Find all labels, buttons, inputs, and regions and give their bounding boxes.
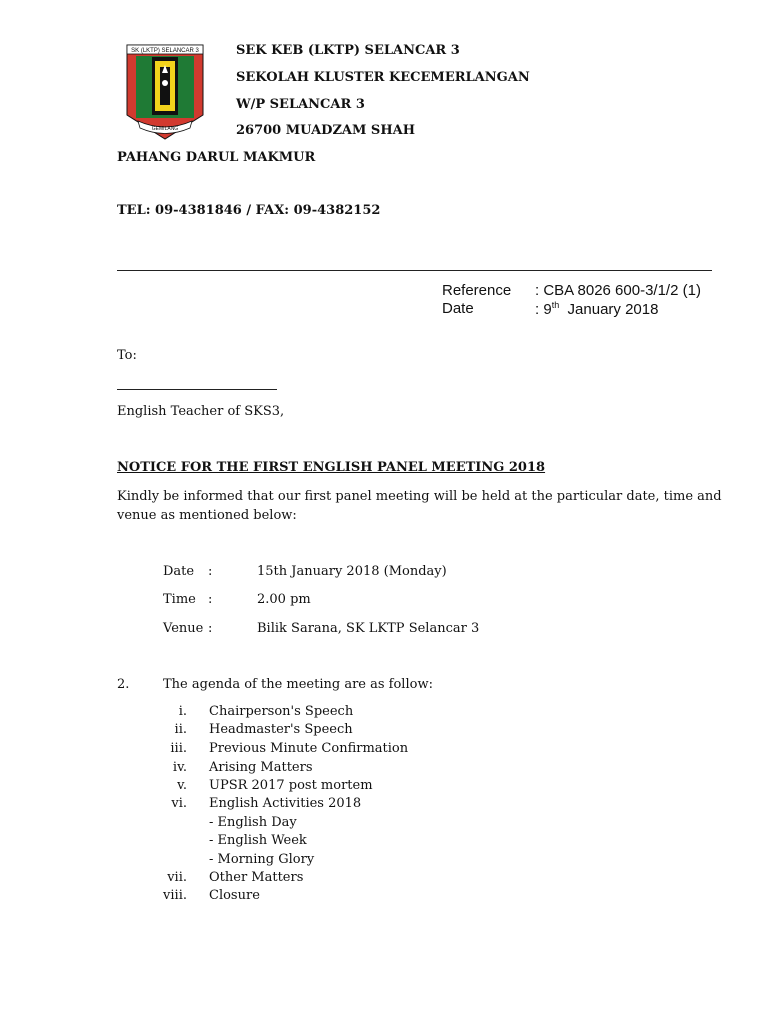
detail-label: Venue [163,621,204,636]
agenda-item-number: viii. [163,888,187,903]
date-label: Date [442,300,474,317]
date-value [535,300,658,318]
agenda-item-text: Chairperson's Speech [209,704,354,719]
agenda-item-text: Previous Minute Confirmation [209,741,409,756]
detail-value: 15th January 2018 (Monday) [257,564,447,579]
reference-label: Reference [442,282,512,299]
to-label: To: [117,348,137,363]
school-address-2: 26700 MUADZAM SHAH [236,123,415,138]
school-crest-logo [124,43,206,141]
date-month-year: January 2018 [559,301,659,318]
agenda-item-number: vii. [167,870,187,885]
detail-colon: : [208,621,213,636]
date-suffix: th [551,300,560,310]
recipient-name: English Teacher of SKS3, [117,404,285,419]
logo-text-bottom: GEMILANG [151,126,179,132]
detail-colon: : [208,564,213,579]
school-contact: TEL: 09-4381846 / FAX: 09-4382152 [117,203,381,218]
logo-text-top: SK (LKTP) SELANCAR 3 [131,48,199,54]
agenda-number: 2. [117,677,130,692]
agenda-item-text: Headmaster's Speech [209,722,353,737]
agenda-subitem-text: - English Day [209,815,297,830]
agenda-item-text: Other Matters [209,870,304,885]
agenda-item-number: i. [178,704,187,719]
agenda-subitem-text: - English Week [209,833,307,848]
notice-title: NOTICE FOR THE FIRST ENGLISH PANEL MEETING 2018 [117,460,546,475]
detail-label: Date [163,564,195,579]
school-cluster: SEKOLAH KLUSTER KECEMERLANGAN [236,70,530,85]
agenda-item-number: v. [177,778,187,793]
date-day: : 9 [535,301,552,318]
agenda-subitem-text: - Morning Glory [209,852,315,867]
agenda-item-text: UPSR 2017 post mortem [209,778,373,793]
recipient-blank-line [117,389,277,390]
agenda-item-text: Closure [209,888,260,903]
intro-line-2: venue as mentioned below: [117,508,297,523]
header-divider [117,270,712,271]
school-name: SEK KEB (LKTP) SELANCAR 3 [236,43,460,58]
detail-colon: : [208,592,213,607]
detail-value: Bilik Sarana, SK LKTP Selancar 3 [257,621,480,636]
agenda-item-text: English Activities 2018 [209,796,362,811]
detail-value: 2.00 pm [257,592,311,607]
intro-line-1: Kindly be informed that our first panel meeting will be held at the particular date, time and [117,489,722,504]
agenda-item-number: iii. [170,741,187,756]
agenda-item-number: iv. [172,760,187,775]
school-state: PAHANG DARUL MAKMUR [117,150,316,165]
detail-label: Time [163,592,196,607]
agenda-item-text: Arising Matters [209,760,313,775]
agenda-heading: The agenda of the meeting are as follow: [163,677,433,692]
reference-value: : CBA 8026 600-3/1/2 (1) [535,282,701,299]
agenda-item-number: vi. [171,796,187,811]
school-address-1: W/P SELANCAR 3 [236,97,365,112]
agenda-item-number: ii. [174,722,187,737]
